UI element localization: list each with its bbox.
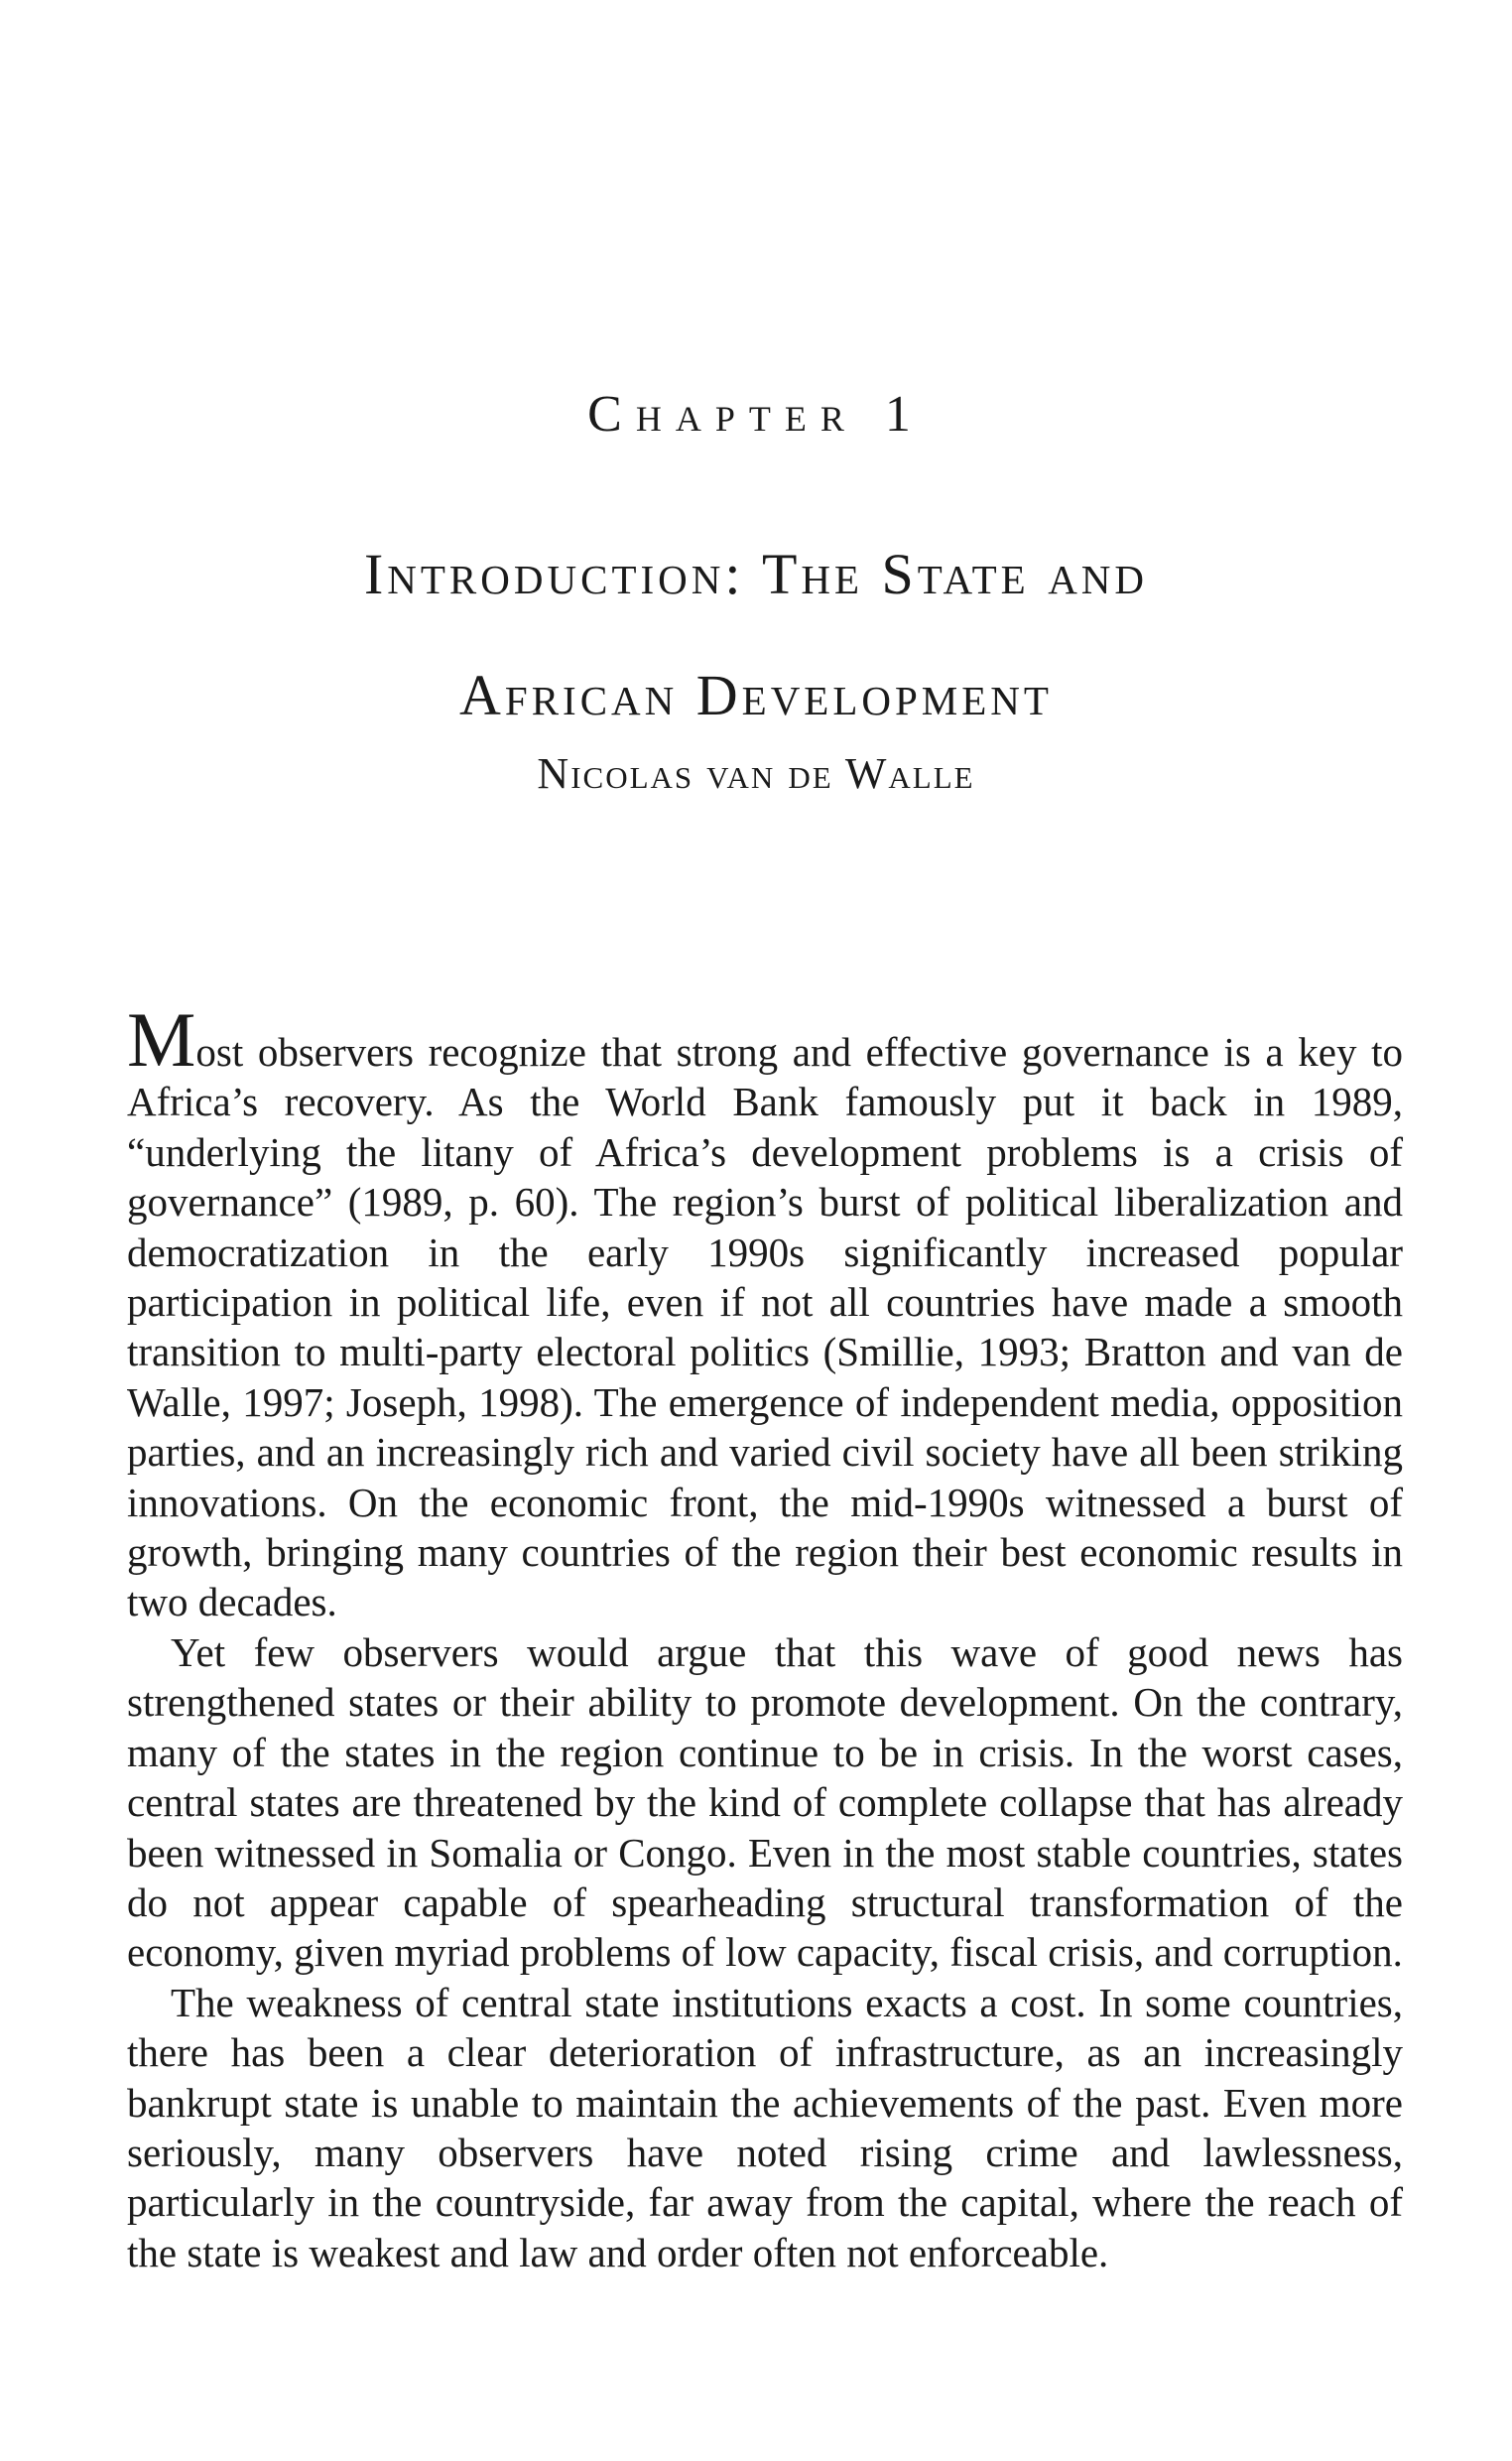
body-text — [127, 996, 1403, 2277]
chapter-title-line-1: Introduction: The State and — [363, 542, 1149, 606]
chapter-label: Chapter 1 — [587, 386, 925, 443]
author-name: Nicolas van de Walle — [537, 749, 975, 798]
paragraph-1-text: ost observers recognize that strong and effective governance is a key to Africa’s recovery. As the World Bank famously put it back in 1989, “underlying the litany of Africa’s development problems is a crisis of governance” (1989, p. 60). The region’s burst of political liberalization and democratization in the early 1990s significantly increased popular participation in political life, even if not all countries have made a smooth transition to multi-party electoral politics (Smillie, 1993; Bratton and van de Walle, 1997; Joseph, 1998). The emergence of independent media, opposition parties, and an increasingly rich and varied civil society have all been striking innovations. On the economic front, the mid-1990s witnessed a burst of growth, bringing many countries of the region their best economic results in two decades. — [127, 1029, 1403, 1625]
paragraph-3: The weakness of central state institutions exacts a cost. In some countries, there has been a clear deterioration of infrastructure, as an increasingly bankrupt state is unable to maintain the achievements of the past. Even more seriously, many observers have noted rising crime and lawlessness, particularly in the countryside, far away from the capital, where the reach of the state is weakest and law and order often not enforceable. — [127, 1979, 1403, 2275]
chapter-title-line-2: African Development — [459, 663, 1053, 727]
paragraph-1 — [127, 996, 1403, 1627]
initial-letter: M — [127, 996, 196, 1083]
paragraph-2: Yet few observers would argue that this wave of good news has strengthened states or their ability to promote development. On the contrary, many of the states in the region continue to be in crisis. In the worst cases, central states are threatened by the kind of complete collapse that has already been witnessed in Somalia or Congo. Even in the most stable countries, states do not appear capable of spearheading structural transformation of the economy, given myriad problems of low capacity, fiscal crisis, and corruption. — [127, 1628, 1403, 1976]
chapter-title — [0, 514, 1512, 756]
